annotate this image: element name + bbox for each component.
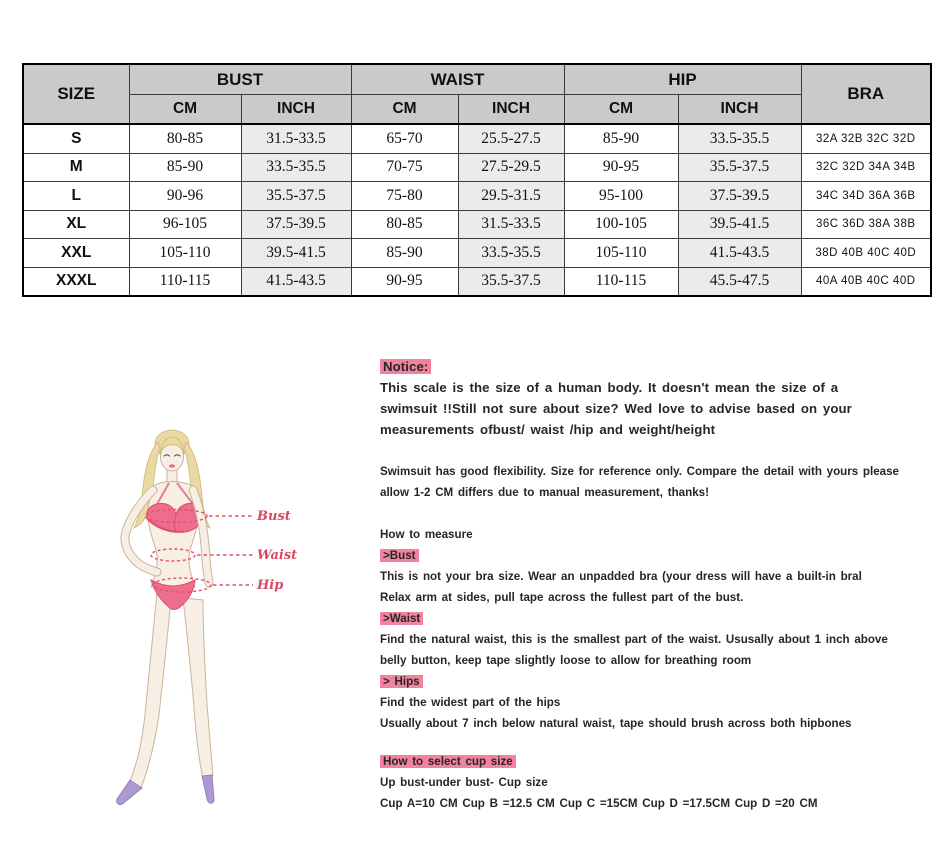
notes-line: Find the widest part of the hips — [380, 696, 561, 709]
cell-bust_cm: 96-105 — [129, 210, 241, 239]
size-table — [22, 63, 932, 297]
cell-bra: 36C 36D 38A 38B — [801, 210, 931, 239]
cell-waist_inch: 33.5-35.5 — [458, 239, 564, 268]
subheader-bust-inch: INCH — [241, 95, 351, 125]
notes-line: Relax arm at sides, pull tape across the fullest part of the bust. — [380, 591, 744, 604]
cell-hip_cm: 95-100 — [564, 182, 678, 211]
table-row — [23, 124, 931, 153]
notes-column — [380, 356, 899, 814]
cell-waist_inch: 25.5-27.5 — [458, 124, 564, 153]
cell-bust_inch: 33.5-35.5 — [241, 153, 351, 182]
cell-hip_inch: 33.5-35.5 — [678, 124, 801, 153]
size-table-body — [23, 124, 931, 296]
cell-hip_cm: 100-105 — [564, 210, 678, 239]
figure-shoe-right — [202, 775, 214, 803]
cell-hip_inch: 45.5-47.5 — [678, 267, 801, 296]
notes-line: allow 1-2 CM differs due to manual measurement, thanks! — [380, 486, 709, 499]
cell-size: XL — [23, 210, 129, 239]
bust-tag-highlight: >Bust — [380, 549, 419, 562]
table-row — [23, 210, 931, 239]
notice-label-highlight: Notice: — [380, 359, 431, 374]
hip-label: Hip — [257, 578, 284, 593]
notes-line: belly button, keep tape slightly loose to allow for breathing room — [380, 654, 752, 667]
cell-waist_cm: 75-80 — [351, 182, 458, 211]
subheader-waist-inch: INCH — [458, 95, 564, 125]
cell-hip_inch: 39.5-41.5 — [678, 210, 801, 239]
cell-size: XXXL — [23, 267, 129, 296]
waist-tag-highlight: >Waist — [380, 612, 423, 625]
subheader-bust-cm: CM — [129, 95, 241, 125]
notes-line: This is not your bra size. Wear an unpadded bra (your dress will have a built-in bral — [380, 570, 862, 583]
subheader-hip-cm: CM — [564, 95, 678, 125]
waist-label: Waist — [257, 548, 298, 563]
cell-bust_cm: 105-110 — [129, 239, 241, 268]
cell-size: M — [23, 153, 129, 182]
notes-line: measurements ofbust/ waist /hip and weight/height — [380, 422, 716, 437]
notes-line: Cup A=10 CM Cup B =12.5 CM Cup C =15CM Cup D =17.5CM Cup D =20 CM — [380, 797, 818, 810]
cell-hip_cm: 105-110 — [564, 239, 678, 268]
cup-size-heading-highlight: How to select cup size — [380, 755, 516, 768]
notes-line: Usually about 7 inch below natural waist, tape should brush across both hipbones — [380, 717, 852, 730]
subheader-waist-cm: CM — [351, 95, 458, 125]
cell-bust_inch: 31.5-33.5 — [241, 124, 351, 153]
col-header-size: SIZE — [23, 64, 129, 124]
cell-size: S — [23, 124, 129, 153]
measurement-figure — [100, 420, 350, 820]
cell-bust_cm: 85-90 — [129, 153, 241, 182]
table-row — [23, 239, 931, 268]
cell-hip_inch: 41.5-43.5 — [678, 239, 801, 268]
cell-bust_inch: 41.5-43.5 — [241, 267, 351, 296]
notes-line: swimsuit !!Still not sure about size? Wed love to advise based on your — [380, 401, 852, 416]
cell-waist_inch: 35.5-37.5 — [458, 267, 564, 296]
table-row — [23, 182, 931, 211]
cell-bra: 40A 40B 40C 40D — [801, 267, 931, 296]
bust-tag — [380, 545, 899, 566]
cell-bra: 32C 32D 34A 34B — [801, 153, 931, 182]
notes-line: Swimsuit has good flexibility. Size for reference only. Compare the detail with yours please — [380, 465, 900, 478]
col-header-bust: BUST — [129, 64, 351, 95]
notice-label — [380, 356, 899, 377]
cell-waist_inch: 31.5-33.5 — [458, 210, 564, 239]
subheader-hip-inch: INCH — [678, 95, 801, 125]
figure-face — [160, 437, 184, 471]
cell-bra: 38D 40B 40C 40D — [801, 239, 931, 268]
cup-size-heading — [380, 751, 899, 772]
how-to-measure-heading: How to measure — [380, 528, 473, 541]
cell-waist_cm: 70-75 — [351, 153, 458, 182]
cell-bust_inch: 35.5-37.5 — [241, 182, 351, 211]
cell-waist_cm: 90-95 — [351, 267, 458, 296]
cell-bust_cm: 90-96 — [129, 182, 241, 211]
cell-bra: 32A 32B 32C 32D — [801, 124, 931, 153]
cell-waist_cm: 85-90 — [351, 239, 458, 268]
notes-line: Up bust-under bust- Cup size — [380, 776, 548, 789]
waist-tag — [380, 608, 899, 629]
cell-waist_inch: 27.5-29.5 — [458, 153, 564, 182]
table-row — [23, 267, 931, 296]
cell-hip_cm: 110-115 — [564, 267, 678, 296]
size-table-header — [23, 64, 931, 124]
col-header-waist: WAIST — [351, 64, 564, 95]
cell-hip_cm: 90-95 — [564, 153, 678, 182]
hips-tag-highlight: > Hips — [380, 675, 423, 688]
cell-hip_inch: 37.5-39.5 — [678, 182, 801, 211]
cell-size: XXL — [23, 239, 129, 268]
cell-hip_cm: 85-90 — [564, 124, 678, 153]
cell-bra: 34C 34D 36A 36B — [801, 182, 931, 211]
notes-line: Find the natural waist, this is the smallest part of the waist. Ususally about 1 inch above — [380, 633, 888, 646]
cell-waist_cm: 65-70 — [351, 124, 458, 153]
cell-size: L — [23, 182, 129, 211]
cell-waist_inch: 29.5-31.5 — [458, 182, 564, 211]
table-row — [23, 153, 931, 182]
bust-label: Bust — [257, 509, 291, 524]
col-header-hip: HIP — [564, 64, 801, 95]
hips-tag — [380, 671, 899, 692]
cell-bust_inch: 39.5-41.5 — [241, 239, 351, 268]
cell-hip_inch: 35.5-37.5 — [678, 153, 801, 182]
cell-waist_cm: 80-85 — [351, 210, 458, 239]
cell-bust_cm: 110-115 — [129, 267, 241, 296]
notes-line: This scale is the size of a human body. It doesn't mean the size of a — [380, 380, 839, 395]
cell-bust_cm: 80-85 — [129, 124, 241, 153]
cell-bust_inch: 37.5-39.5 — [241, 210, 351, 239]
col-header-bra: BRA — [801, 64, 931, 124]
